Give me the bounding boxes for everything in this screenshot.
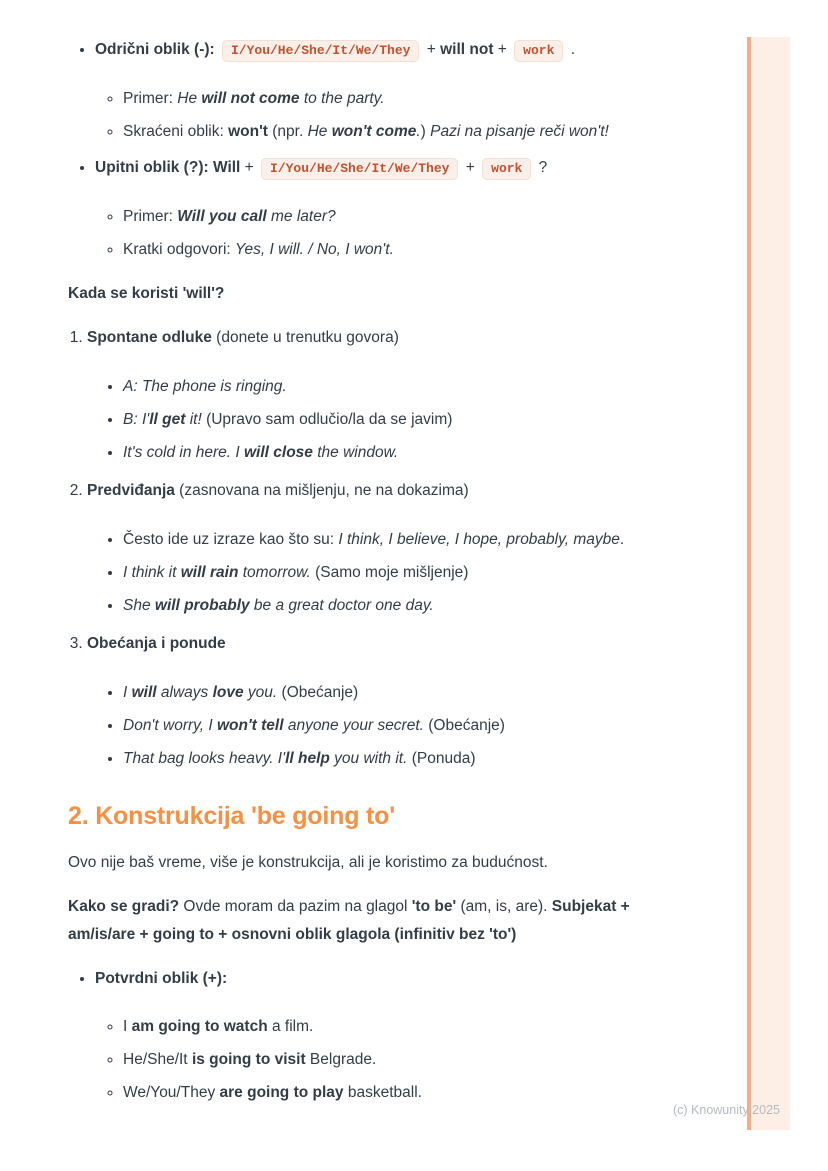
text-run: me later? bbox=[266, 208, 336, 225]
text-run: be a great doctor one day. bbox=[249, 597, 434, 614]
list-item bbox=[123, 406, 650, 434]
text-run: will bbox=[131, 684, 157, 701]
text-run: Kada se koristi 'will'? bbox=[68, 285, 225, 302]
code-chip: work bbox=[482, 158, 531, 180]
text-run: is going to visit bbox=[191, 1051, 306, 1068]
code-chip: work bbox=[514, 40, 563, 62]
list-item bbox=[123, 85, 650, 113]
paragraph bbox=[68, 280, 650, 308]
text-run: the window. bbox=[312, 444, 399, 461]
text-run: Primer: bbox=[123, 90, 178, 107]
text-run: (Obećanje) bbox=[423, 717, 505, 734]
code-chip: I/You/He/She/It/We/They bbox=[222, 40, 419, 62]
text-run: A: The phone is ringing. bbox=[123, 378, 287, 395]
list-item bbox=[123, 118, 650, 146]
bullet-list bbox=[68, 965, 650, 1107]
text-run: + bbox=[240, 159, 259, 176]
list-item bbox=[87, 324, 650, 467]
text-run: He bbox=[177, 90, 202, 107]
text-run: It's cold in here. I bbox=[123, 444, 244, 461]
text-run: Subjekat + am/is/are + going to + osnovni oblik glagola (infinitiv bez 'to') bbox=[68, 898, 630, 943]
text-run: Pazi na pisanje reči won't! bbox=[430, 123, 609, 140]
list-item bbox=[123, 1046, 650, 1074]
bullet-list bbox=[68, 36, 650, 264]
text-run: (Upravo sam odlučio/la da se javim) bbox=[201, 411, 453, 428]
list-item bbox=[87, 477, 650, 620]
text-run: you with it. bbox=[329, 750, 408, 767]
watermark-footer: (c) Knowunity 2025 bbox=[672, 1103, 780, 1117]
text-run: Ovo nije baš vreme, više je konstrukcija, ali je koristimo za budućnost. bbox=[68, 854, 548, 871]
text-run: will rain bbox=[180, 564, 239, 581]
text-run: basketball. bbox=[343, 1084, 422, 1101]
text-run: + bbox=[422, 41, 441, 58]
text-run: . bbox=[619, 531, 625, 548]
text-run: (Obećanje) bbox=[277, 684, 359, 701]
text-run: (Samo moje mišljenje) bbox=[310, 564, 469, 581]
text-run: He bbox=[307, 123, 332, 140]
text-run: Belgrade. bbox=[305, 1051, 377, 1068]
text-run: I bbox=[123, 684, 132, 701]
text-run: Kratki odgovori: bbox=[123, 241, 235, 258]
text-run: are going to play bbox=[219, 1084, 344, 1101]
text-run: + bbox=[461, 159, 480, 176]
list-item bbox=[95, 36, 650, 146]
list-item bbox=[123, 1013, 650, 1041]
text-run: love bbox=[212, 684, 244, 701]
sub-list bbox=[95, 1013, 650, 1107]
text-run: Primer: bbox=[123, 208, 178, 225]
text-run: always bbox=[156, 684, 213, 701]
text-run: ll get bbox=[149, 411, 186, 428]
text-run: 'to be' bbox=[411, 898, 457, 915]
sub-list bbox=[95, 203, 650, 264]
text-run: Potvrdni oblik (+): bbox=[95, 970, 228, 987]
list-item bbox=[123, 236, 650, 264]
text-run: ? bbox=[534, 159, 548, 176]
list-item bbox=[95, 965, 650, 1107]
text-run: tomorrow. bbox=[238, 564, 311, 581]
text-run: That bag looks heavy. I' bbox=[123, 750, 286, 767]
text-run: (zasnovana na mišljenju, ne na dokazima) bbox=[174, 482, 469, 499]
paragraph bbox=[68, 849, 650, 877]
list-item bbox=[123, 745, 650, 773]
text-run: won't tell bbox=[216, 717, 284, 734]
code-chip: I/You/He/She/It/We/They bbox=[261, 158, 458, 180]
text-run: Odrični oblik (-): bbox=[95, 41, 219, 58]
text-run: will close bbox=[244, 444, 313, 461]
text-run: will probably bbox=[154, 597, 250, 614]
numbered-list bbox=[68, 324, 650, 773]
text-run: We/You/They bbox=[123, 1084, 220, 1101]
text-run: ll help bbox=[285, 750, 330, 767]
text-run: I bbox=[123, 1018, 132, 1035]
text-run: you. bbox=[243, 684, 278, 701]
list-item bbox=[87, 630, 650, 773]
list-item bbox=[123, 373, 650, 401]
text-run: won't come bbox=[331, 123, 417, 140]
text-run: Yes, I will. / No, I won't. bbox=[235, 241, 394, 258]
text-run: (am, is, are). bbox=[456, 898, 552, 915]
paragraph bbox=[68, 893, 650, 949]
list-item bbox=[123, 559, 650, 587]
text-run: a film. bbox=[267, 1018, 314, 1035]
list-item bbox=[123, 592, 650, 620]
text-run: + bbox=[493, 41, 512, 58]
text-run: I think it bbox=[123, 564, 181, 581]
text-run: (npr. bbox=[267, 123, 308, 140]
page-edge-stripe bbox=[747, 37, 790, 1130]
text-run: it! bbox=[185, 411, 202, 428]
text-run: B: I' bbox=[123, 411, 150, 428]
list-item bbox=[123, 439, 650, 467]
sub-list bbox=[87, 526, 650, 620]
text-run: Will you call bbox=[177, 208, 267, 225]
text-run: am going to watch bbox=[131, 1018, 268, 1035]
text-run: will not come bbox=[201, 90, 300, 107]
text-run: Don't worry, I bbox=[123, 717, 217, 734]
sub-list bbox=[87, 679, 650, 773]
text-run: Spontane odluke bbox=[87, 329, 212, 346]
text-run: Obećanja i ponude bbox=[87, 635, 226, 652]
text-run: Ovde moram da pazim na glagol bbox=[179, 898, 412, 915]
text-run: anyone your secret. bbox=[283, 717, 424, 734]
text-run: (Ponuda) bbox=[407, 750, 476, 767]
text-run: She bbox=[123, 597, 155, 614]
text-run: (donete u trenutku govora) bbox=[211, 329, 399, 346]
text-run: Upitni oblik (?): Will bbox=[95, 159, 241, 176]
sub-list bbox=[87, 373, 650, 467]
text-run: . bbox=[416, 123, 421, 140]
text-run: will not bbox=[440, 41, 494, 58]
text-run: He/She/It bbox=[123, 1051, 192, 1068]
text-run: I think, I believe, I hope, probably, maybe bbox=[338, 531, 620, 548]
text-run: Skraćeni oblik: bbox=[123, 123, 229, 140]
text-run: . bbox=[566, 41, 576, 58]
text-run: to the party. bbox=[299, 90, 385, 107]
text-run: Često ide uz izraze kao što su: bbox=[123, 531, 339, 548]
list-item bbox=[123, 712, 650, 740]
text-run: 2. Konstrukcija 'be going to' bbox=[68, 802, 395, 830]
list-item bbox=[95, 154, 650, 264]
text-run: Kako se gradi? bbox=[68, 898, 180, 915]
list-item bbox=[123, 526, 650, 554]
section-heading bbox=[68, 801, 650, 832]
list-item bbox=[123, 203, 650, 231]
text-run: won't bbox=[228, 123, 268, 140]
text-run: ) bbox=[420, 123, 431, 140]
text-run: Predviđanja bbox=[87, 482, 175, 499]
list-item bbox=[123, 679, 650, 707]
sub-list bbox=[95, 85, 650, 146]
